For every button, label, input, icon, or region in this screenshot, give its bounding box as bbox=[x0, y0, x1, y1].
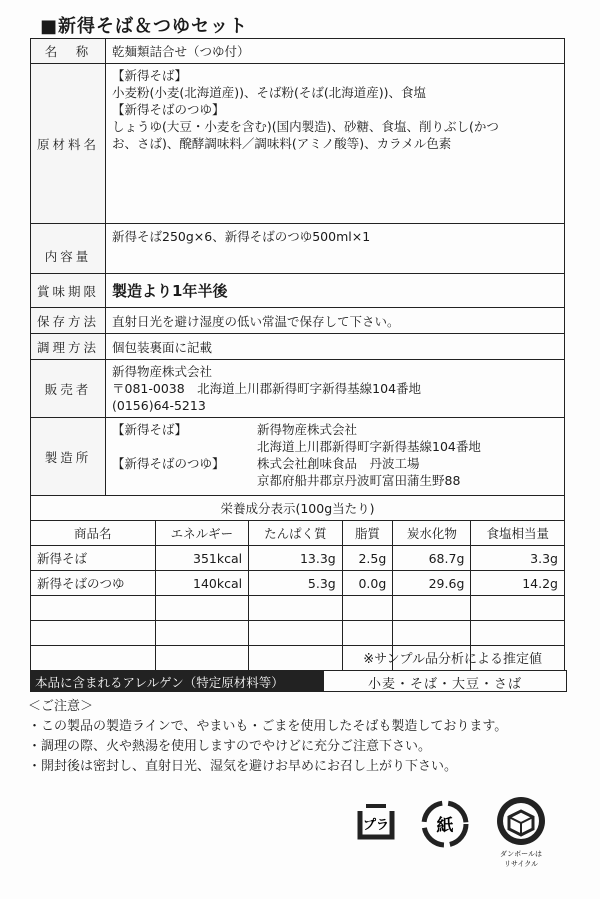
maker-name: 新得物産株式会社 bbox=[257, 422, 358, 437]
ingredients-line: しょうゆ(大豆・小麦を含む)(国内製造)、砂糖、食塩、削りぶし(かつ bbox=[112, 119, 499, 134]
product-title: ■新得そば＆つゆセット bbox=[40, 16, 249, 37]
nutrition-header: 食塩相当量 bbox=[471, 521, 565, 546]
nutrition-cell: 14.2g bbox=[471, 571, 565, 596]
ingredients-line: 【新得そばのつゆ】 bbox=[112, 102, 225, 117]
nutrition-header: 商品名 bbox=[31, 521, 156, 546]
maker-product: 【新得そば】 bbox=[112, 422, 188, 437]
cardboard-caption-line: リサイクル bbox=[503, 860, 539, 868]
table-row bbox=[31, 571, 565, 596]
maker-address: 京都府船井郡京丹波町富田蒲生野88 bbox=[257, 473, 461, 488]
nutrition-cell: 68.7g bbox=[393, 546, 471, 571]
best-before-label: 賞味期限 bbox=[31, 274, 106, 308]
nutrition-header: 脂質 bbox=[342, 521, 393, 546]
nutrition-header: たんぱく質 bbox=[249, 521, 343, 546]
table-row bbox=[31, 546, 565, 571]
ingredients-value bbox=[106, 64, 565, 224]
table-row-empty bbox=[31, 621, 565, 646]
spec-table bbox=[30, 38, 565, 496]
nutrition-cell: 13.3g bbox=[249, 546, 343, 571]
maker-name: 株式会社創味食品 丹波工場 bbox=[257, 456, 420, 471]
nutrition-caption: 栄養成分表示(100g当たり) bbox=[31, 496, 565, 521]
name-value: 乾麺類詰合せ（つゆ付） bbox=[106, 39, 565, 64]
storage-label: 保存方法 bbox=[31, 308, 106, 334]
nutrition-cell: 新得そばのつゆ bbox=[31, 571, 156, 596]
seller-address: 〒081-0038 北海道上川郡新得町字新得基線104番地 bbox=[112, 381, 422, 396]
nutrition-cell: 0.0g bbox=[342, 571, 393, 596]
pla-label: プラ bbox=[362, 818, 390, 833]
seller-value bbox=[106, 360, 565, 418]
storage-value: 直射日光を避け湿度の低い常温で保存して下さい。 bbox=[106, 308, 565, 334]
nutrition-cell: 140kcal bbox=[155, 571, 249, 596]
best-before-value: 製造より1年半後 bbox=[106, 274, 565, 308]
table-row-empty bbox=[31, 596, 565, 621]
estimate-note: ※サンプル品分析による推定値 bbox=[363, 652, 542, 667]
ingredients-line: 【新得そば】 bbox=[112, 68, 188, 83]
ingredients-line: 小麦粉(小麦(北海道産))、そば粉(そば(北海道産))、食塩 bbox=[112, 85, 427, 100]
caution-notes bbox=[28, 697, 507, 777]
maker-product: 【新得そばのつゆ】 bbox=[112, 456, 225, 471]
nutrition-cell: 2.5g bbox=[342, 546, 393, 571]
maker-label: 製造所 bbox=[31, 418, 106, 496]
name-label: 名 称 bbox=[31, 39, 106, 64]
nutrition-cell: 3.3g bbox=[471, 546, 565, 571]
nutrition-table bbox=[30, 495, 565, 671]
allergen-value: 小麦・そば・大豆・さば bbox=[367, 677, 522, 692]
content-value: 新得そば250g×6、新得そばのつゆ500ml×1 bbox=[106, 224, 565, 274]
nutrition-header: エネルギー bbox=[155, 521, 249, 546]
seller-name: 新得物産株式会社 bbox=[112, 364, 213, 379]
content-label: 内容量 bbox=[31, 224, 106, 274]
nutrition-cell: 29.6g bbox=[393, 571, 471, 596]
caution-heading: ＜ご注意＞ bbox=[28, 699, 94, 714]
maker-value bbox=[106, 418, 565, 496]
ingredients-line: お、さば)、醗酵調味料／調味料(アミノ酸等)、カラメル色素 bbox=[112, 136, 452, 151]
pla-recycle-icon bbox=[350, 797, 402, 849]
paper-label: 紙 bbox=[436, 816, 454, 836]
caution-item: ・開封後は密封し、直射日光、湿気を避けお早めにお召し上がり下さい。 bbox=[28, 759, 458, 774]
allergen-box bbox=[30, 670, 567, 692]
cardboard-recycle-icon bbox=[490, 795, 552, 875]
allergen-label: 本品に含まれるアレルゲン（特定原材料等） bbox=[31, 671, 324, 691]
paper-recycle-icon bbox=[418, 797, 472, 851]
cardboard-caption-line: ダンボールは bbox=[500, 850, 542, 858]
ingredients-label: 原材料名 bbox=[31, 64, 106, 224]
cooking-value: 個包装裏面に記載 bbox=[106, 334, 565, 360]
maker-address: 北海道上川郡新得町字新得基線104番地 bbox=[257, 439, 481, 454]
nutrition-cell: 351kcal bbox=[155, 546, 249, 571]
caution-item: ・この製品の製造ラインで、やまいも・ごまを使用したそばも製造しております。 bbox=[28, 719, 508, 734]
seller-phone: (0156)64-5213 bbox=[112, 398, 206, 413]
nutrition-cell: 新得そば bbox=[31, 546, 156, 571]
cooking-label: 調理方法 bbox=[31, 334, 106, 360]
caution-item: ・調理の際、火や熱湯を使用しますのでやけどに充分ご注意下さい。 bbox=[28, 739, 432, 754]
seller-label: 販売者 bbox=[31, 360, 106, 418]
nutrition-cell: 5.3g bbox=[249, 571, 343, 596]
recycle-marks bbox=[350, 795, 560, 875]
nutrition-header: 炭水化物 bbox=[393, 521, 471, 546]
